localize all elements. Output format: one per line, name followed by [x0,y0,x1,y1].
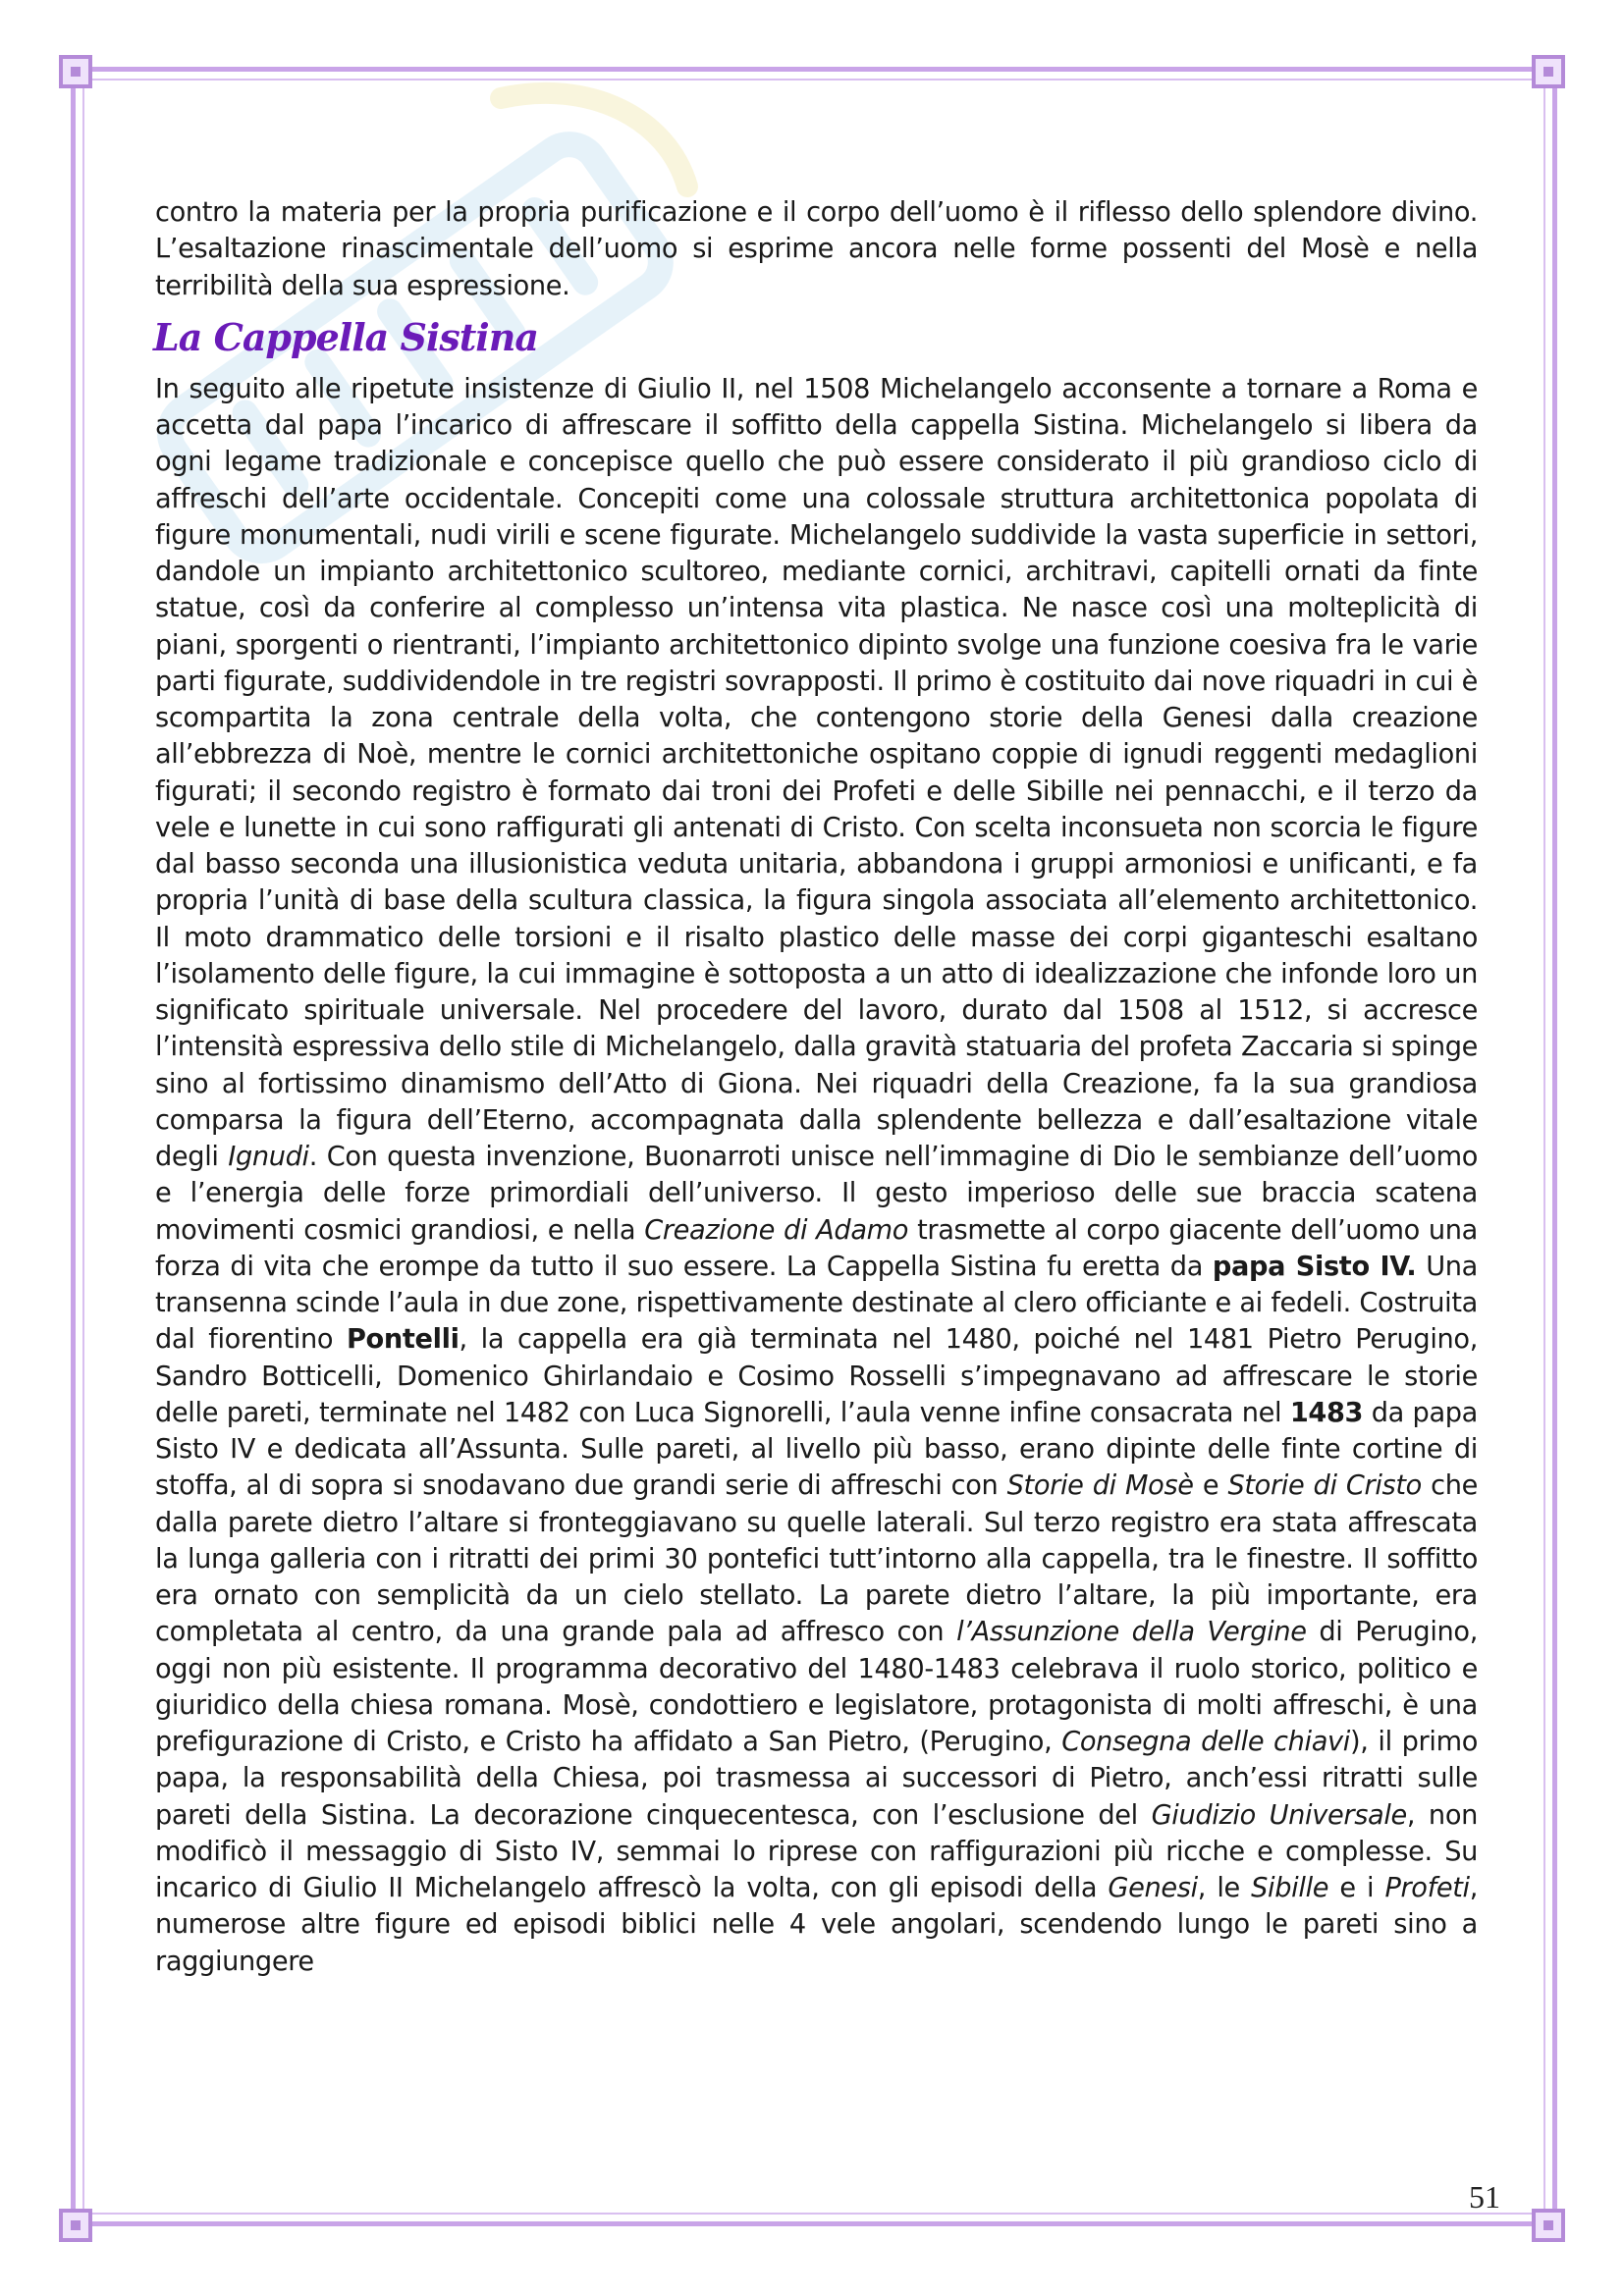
italic-title: l’Assunzione della Vergine [956,1617,1307,1648]
corner-ornament-bottom-right [1532,2209,1565,2242]
intro-paragraph: contro la materia per la propria purificazione e il corpo dell’uomo è il riflesso dello splendore divino. L’esaltazione rinascimentale dell’uomo si esprime ancora nelle forme possenti del Mosè e nella terribilità della sua espressione. [155,197,1478,301]
body-text: , non modificò il messaggio di Sisto IV, semmai lo riprese con raffigurazioni più ricche e complesse. Su incarico di Giulio II Michelangelo affrescò la volta, con gli episodi della [155,1799,1478,1903]
bold-emphasis: Pontelli [346,1324,460,1356]
italic-title: Sibille [1251,1873,1329,1903]
italic-title: Consegna delle chiavi [1061,1727,1350,1757]
body-text: ), il primo papa, la responsabilità della Chiesa, poi trasmessa ai successori di Pietro, anch’essi ritratti sulle pareti della Sistina. La decorazione cinquecentesca, con l’esclusione del [155,1727,1478,1831]
body-text: Una transenna scinde l’aula in due zone, rispettivamente destinate al clero officiante e ai fedeli. Costruita dal fiorentino [155,1251,1478,1356]
body-text: che dalla parete dietro l’altare si fronteggiavano su quelle laterali. Sul terzo registro era stata affrescata la lunga galleria con i ritratti dei primi 30 pontefici tutt’intorno alla cappella, tra le finestre. Il soffitto era ornato con semplicità da un cielo stellato. La parete dietro l’altare, la più importante, era completata al centro, da una grande pala ad affresco con [155,1470,1478,1648]
body-text: . Con questa invenzione, Buonarroti unisce nell’immagine di Dio le sembianze dell’uomo e l’energia delle forze primordiali dell’universo. Il gesto imperioso delle sue braccia scatena movimenti cosmici grandiosi, e nella [155,1142,1478,1246]
body-text: e i [1328,1873,1385,1903]
corner-ornament-top-right [1532,55,1565,88]
body-text: di Perugino, oggi non più esistente. Il programma decorativo del 1480-1483 celebrava il ruolo storico, politico e giuridico della chiesa romana. Mosè, condottiero e legislatore, protagonista di molti affreschi, è una prefigurazione di Cristo, e Cristo ha affidato a San Pietro, (Perugino, [155,1617,1478,1757]
page-number: 51 [1469,2179,1500,2215]
italic-title: Creazione di Adamo [644,1214,909,1246]
corner-ornament-bottom-left [59,2209,92,2242]
italic-title: Storie di Cristo [1227,1470,1422,1502]
bold-emphasis: 1483 [1289,1397,1364,1428]
italic-title: Giudizio Universale [1151,1799,1407,1831]
body-text: , la cappella era già terminata nel 1480, poiché nel 1481 Pietro Perugino, Sandro Botticelli, Domenico Ghirlandaio e Cosimo Rosselli s’impegnavano ad affrescare le storie delle pareti, terminate nel 1482 con Luca Signorelli, l’aula venne infine consacrata nel [155,1324,1478,1428]
italic-title: Genesi [1108,1873,1198,1903]
body-text: In seguito alle ripetute insistenze di Giulio II, nel 1508 Michelangelo acconsente a tornare a Roma e accetta dal papa l’incarico di affrescare il soffitto della cappella Sistina. Michelangelo si libera da ogni legame tradizionale e concepisce quello che può essere considerato il più grandioso ciclo di affreschi dell’arte occidentale. Concepiti come una colossale struttura architettonica popolata di figure monumentali, nudi virili e scene figurate. Michelangelo suddivide la vasta superficie in settori, dandole un impianto architettonico scultoreo, mediante cornici, architravi, capitelli ornati da finte statue, così da conferire al complesso un’intensa vita plastica. Ne nasce così una molteplicità di piani, sporgenti o rientranti, l’impianto architettonico dipinto svolge una funzione coesiva fra le varie parti figurate, suddividendole in tre registri sovrapposti. Il primo è costituito dai nove riquadri in cui è scompartita la zona centrale della volta, che contengono storie della Genesi dalla creazione all’ebbrezza di Noè, mentre le cornici architettoniche ospitano coppie di ignudi reggenti medaglioni figurati; il secondo registro è formato dai troni dei Profeti e delle Sibille nei pennacchi, e il terzo da vele e lunette in cui sono raffigurati gli antenati di Cristo. Con scelta inconsueta non scorcia le figure dal basso seconda una illusionistica veduta unitaria, abbandona i gruppi armoniosi e unificanti, e fa propria l’unità di base della scultura classica, la figura singola associata all’elemento architettonico. Il moto drammatico delle torsioni e il risalto plastico delle masse dei corpi giganteschi esaltano l’isolamento delle figure, la cui immagine è sottoposta a un atto di idealizzazione che infonde loro un significato spirituale universale. Nel procedere del lavoro, durato dal 1508 al 1512, si accresce l’intensità espressiva dello stile di Michelangelo, dalla gravità statuaria del profeta Zaccaria si spinge sino al fortissimo dinamismo dell’Atto di Giona. Nei riquadri della Creazione, fa la sua grandiosa comparsa la figura dell’Eterno, accompagnata dalla splendente bellezza e dall’esaltazione vitale degli [155,373,1478,1172]
italic-title: Profeti [1384,1873,1470,1903]
section-title: La Cappella Sistina [153,314,538,359]
body-text: , numerose altre figure ed episodi biblici nelle 4 vele angolari, scendendo lungo le pareti sino a raggiungere [155,1873,1479,1977]
body-text: da papa Sisto IV e dedicata all’Assunta. Sulle pareti, al livello più basso, erano dipinte delle finte cortine di stoffa, al di sopra si snodavano due grandi serie di affreschi con [155,1397,1478,1502]
italic-title: Storie di Mosè [1006,1470,1194,1502]
body-text: trasmette al corpo giacente dell’uomo una forza di vita che erompe da tutto il suo essere. La Cappella Sistina fu eretta da [155,1214,1478,1282]
bold-emphasis: papa Sisto IV. [1212,1251,1417,1282]
body-text: e [1193,1470,1228,1502]
italic-title: Ignudi [228,1142,309,1172]
body-text: , le [1197,1873,1252,1903]
page-content [155,194,1478,1980]
body-paragraph [155,371,1478,1980]
